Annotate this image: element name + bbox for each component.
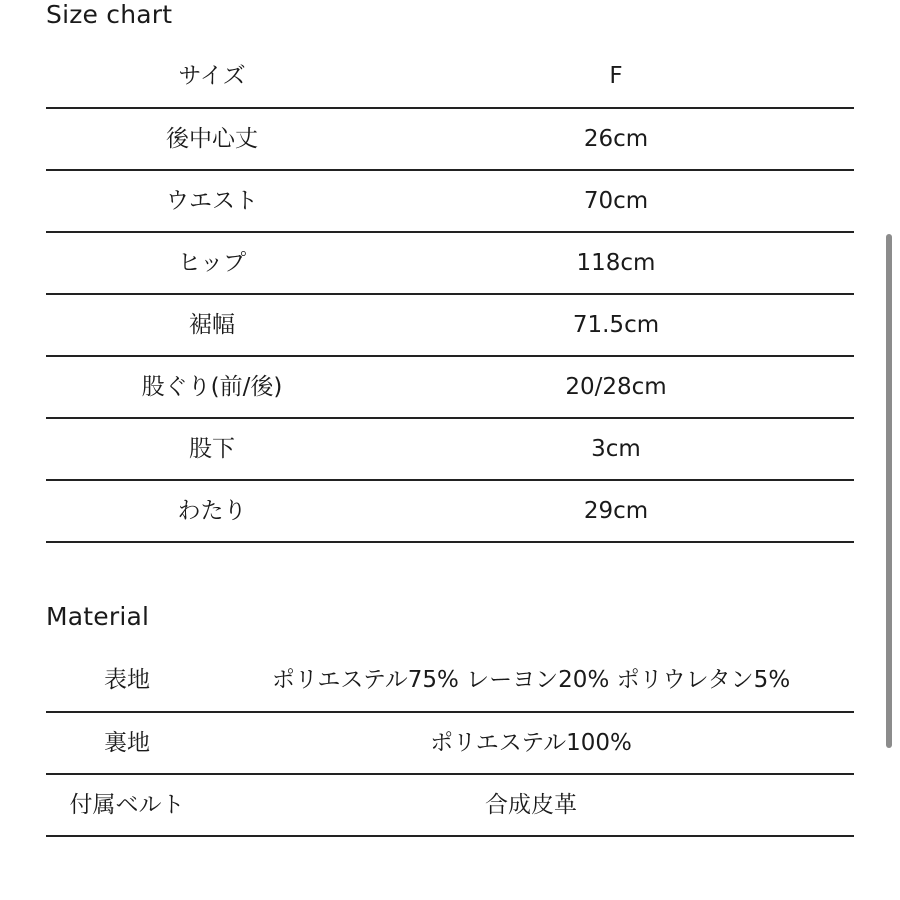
material-value: ポリエステル100%	[208, 712, 854, 774]
material-table	[46, 650, 854, 837]
table-row	[46, 480, 854, 542]
size-value: 70cm	[378, 170, 854, 232]
table-row	[46, 170, 854, 232]
size-value: 20/28cm	[378, 356, 854, 418]
size-chart-table	[46, 46, 854, 543]
material-value: ポリエステル75% レーヨン20% ポリウレタン5%	[208, 650, 854, 712]
size-chart-title: Size chart	[46, 0, 173, 29]
size-label: 股ぐり(前/後)	[46, 356, 378, 418]
material-title: Material	[46, 602, 150, 631]
size-label: ウエスト	[46, 170, 378, 232]
material-value: 合成皮革	[208, 774, 854, 836]
material-label: 表地	[46, 650, 208, 712]
table-row	[46, 108, 854, 170]
table-row	[46, 294, 854, 356]
size-value: 118cm	[378, 232, 854, 294]
table-row	[46, 712, 854, 774]
size-value: 71.5cm	[378, 294, 854, 356]
material-label: 裏地	[46, 712, 208, 774]
table-row	[46, 356, 854, 418]
material-label: 付属ベルト	[46, 774, 208, 836]
size-label: 股下	[46, 418, 378, 480]
table-row	[46, 232, 854, 294]
size-value: 3cm	[378, 418, 854, 480]
size-label: サイズ	[46, 46, 378, 108]
vertical-scrollbar[interactable]	[886, 234, 892, 748]
size-label: ヒップ	[46, 232, 378, 294]
size-value: 26cm	[378, 108, 854, 170]
table-row	[46, 418, 854, 480]
table-row	[46, 774, 854, 836]
size-value: 29cm	[378, 480, 854, 542]
size-label: 後中心丈	[46, 108, 378, 170]
table-row	[46, 650, 854, 712]
table-row	[46, 46, 854, 108]
size-label: わたり	[46, 480, 378, 542]
size-label: 裾幅	[46, 294, 378, 356]
size-value: F	[378, 46, 854, 108]
